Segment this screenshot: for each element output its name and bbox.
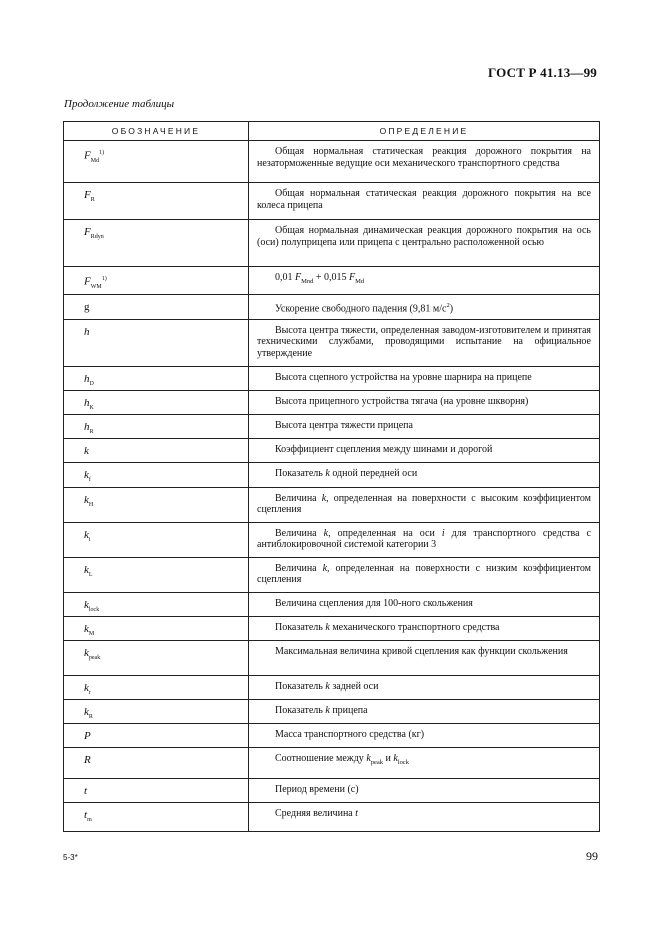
- text: Ускорение свободного падения (9,81 м/с: [275, 303, 447, 315]
- table-continuation-caption: Продолжение таблицы: [64, 98, 175, 110]
- symbol-footnote-mark: 1): [99, 150, 105, 156]
- symbol-letter: F: [84, 275, 91, 288]
- symbol-letter: k: [84, 622, 89, 635]
- symbol-cell: [64, 675, 249, 699]
- symbol-cell: [64, 319, 249, 366]
- text: ): [449, 303, 454, 315]
- symbol-letter: h: [84, 372, 90, 385]
- definition-cell: Общая нормальная динамическая реакция дорожного покрытия на ось (оси) полуприцепа или прицепа с центрально расположенной осью: [249, 220, 600, 267]
- text: Средняя величина: [275, 808, 356, 820]
- footer-signature: 5-3*: [63, 853, 78, 862]
- symbol-subscript: WM: [90, 283, 102, 290]
- definition-cell: Максимальная величина кривой сцепления как функции скольжения: [249, 640, 600, 675]
- column-header-definition: ОПРЕДЕЛЕНИЕ: [249, 122, 600, 141]
- text: Показатель: [275, 621, 326, 633]
- symbol-subscript: K: [89, 405, 94, 412]
- definition-cell: Период времени (с): [249, 779, 600, 803]
- table-row: [64, 267, 600, 295]
- math-variable: F: [349, 272, 356, 283]
- math-variable: k: [393, 753, 398, 765]
- symbol-cell: [64, 439, 249, 463]
- symbol-subscript: Md: [90, 157, 100, 164]
- table-row: [64, 675, 600, 699]
- symbol-letter: k: [84, 445, 89, 458]
- definition-cell: Общая нормальная статическая реакция дорожного покрытия на незаторможенные ведущие оси механического транспортного средства: [249, 141, 600, 183]
- symbol-cell: [64, 366, 249, 390]
- table-body: [64, 141, 600, 832]
- symbol-subscript: D: [89, 381, 94, 388]
- text: задней оси: [329, 680, 379, 692]
- math-variable: k: [325, 468, 330, 480]
- symbol-letter: P: [84, 730, 91, 743]
- text: Показатель: [275, 468, 326, 480]
- definition-cell: [249, 295, 600, 320]
- symbol-letter: h: [84, 325, 90, 338]
- symbol-footnote-mark: 1): [101, 276, 107, 282]
- math-variable: k: [325, 705, 330, 717]
- text: прицепа: [329, 705, 368, 717]
- definition-cell: Величина сцепления для 100-ного скольжения: [249, 592, 600, 616]
- symbol-cell: [64, 640, 249, 675]
- table-row: [64, 640, 600, 675]
- definition-cell: [249, 267, 600, 295]
- symbol-cell: [64, 267, 249, 295]
- math-variable: k: [323, 527, 329, 539]
- text: Показатель: [275, 680, 326, 692]
- symbol-letter: F: [84, 189, 91, 201]
- symbol-cell: [64, 183, 249, 220]
- symbol-letter: t: [84, 785, 88, 798]
- symbol-letter: k: [84, 563, 89, 576]
- definition-cell: Масса транспортного средства (кг): [249, 724, 600, 748]
- definition-cell: [249, 487, 600, 522]
- symbol-subscript: R: [88, 714, 93, 721]
- table-row: [64, 616, 600, 640]
- symbol-letter: k: [84, 598, 89, 611]
- definition-cell: [249, 616, 600, 640]
- text: Соотношение между: [275, 753, 367, 765]
- table-row: [64, 439, 600, 463]
- symbol-cell: [64, 220, 249, 267]
- text: + 0,015: [313, 272, 350, 283]
- math-variable: i: [441, 527, 445, 539]
- table-row: [64, 724, 600, 748]
- variable-subscript: Mnd: [301, 278, 314, 285]
- table-row: [64, 522, 600, 557]
- definitions-table: [63, 121, 600, 832]
- table-row: [64, 779, 600, 803]
- text: , определенная на поверхности с низким коэффициентом сцепления: [257, 562, 591, 586]
- table-row: [64, 295, 600, 320]
- table-row: [64, 366, 600, 390]
- symbol-letter: k: [84, 706, 89, 719]
- math-variable: k: [325, 680, 330, 692]
- text: одной передней оси: [329, 468, 418, 480]
- column-header-symbol: ОБОЗНАЧЕНИЕ: [64, 122, 249, 141]
- symbol-cell: [64, 803, 249, 832]
- symbol-subscript: M: [88, 630, 95, 637]
- symbol-subscript: R: [89, 429, 94, 436]
- symbol-subscript: r: [88, 690, 91, 697]
- symbol-letter: R: [84, 754, 91, 767]
- definition-cell: Высота центра тяжести, определенная заводом-изготовителем и принятая техническими службами, проводящими испытание на официальное утверждение: [249, 319, 600, 366]
- symbol-letter: k: [84, 469, 89, 482]
- symbol-letter: h: [84, 397, 90, 410]
- definition-cell: Высота центра тяжести прицепа: [249, 415, 600, 439]
- symbol-cell: [64, 463, 249, 487]
- symbol-cell: [64, 748, 249, 779]
- text: Показатель: [275, 705, 326, 717]
- symbol-cell: [64, 592, 249, 616]
- symbol-subscript: i: [88, 536, 91, 543]
- variable-subscript: peak: [370, 759, 384, 767]
- variable-subscript: lock: [397, 759, 410, 767]
- symbol-subscript: m: [87, 817, 92, 824]
- symbol-cell: [64, 415, 249, 439]
- definition-cell: Коэффициент сцепления между шинами и дорогой: [249, 439, 600, 463]
- text: и: [383, 753, 394, 765]
- symbol-subscript: lock: [88, 606, 100, 613]
- page-number: 99: [586, 849, 598, 863]
- table-row: [64, 220, 600, 267]
- table-row: [64, 391, 600, 415]
- definition-cell: [249, 675, 600, 699]
- table-row: [64, 592, 600, 616]
- symbol-subscript: H: [88, 501, 94, 508]
- symbol-letter: F: [84, 149, 91, 162]
- definition-cell: [249, 700, 600, 724]
- symbol-subscript: f: [88, 477, 91, 484]
- text: Величина: [275, 492, 322, 504]
- symbol-cell: [64, 700, 249, 724]
- symbol-cell: [64, 487, 249, 522]
- symbol-cell: [64, 295, 249, 320]
- text: Величина: [275, 527, 324, 539]
- math-variable: t: [355, 808, 359, 820]
- table-row: [64, 183, 600, 220]
- symbol-subscript: peak: [88, 655, 101, 662]
- definition-cell: [249, 463, 600, 487]
- symbol-letter: k: [84, 646, 89, 659]
- text: 0,01: [275, 272, 295, 283]
- math-variable: k: [325, 621, 330, 633]
- table-row: [64, 557, 600, 592]
- math-variable: k: [321, 492, 327, 504]
- table-row: [64, 748, 600, 779]
- symbol-letter: k: [84, 528, 89, 541]
- superscript: 2: [446, 302, 450, 309]
- symbol-letter: k: [84, 493, 89, 506]
- table-row: [64, 803, 600, 832]
- symbol-letter: h: [84, 421, 90, 434]
- text: , определенная на оси: [328, 527, 442, 539]
- definition-cell: [249, 557, 600, 592]
- table-header-row: [64, 122, 600, 141]
- definition-cell: [249, 748, 600, 779]
- definition-cell: Высота прицепного устройства тягача (на уровне шкворня): [249, 391, 600, 415]
- symbol-cell: [64, 141, 249, 183]
- text: для транспортного средства с антиблокировочной системой категории 3: [257, 527, 591, 551]
- symbol-subscript: L: [88, 571, 93, 578]
- table-row: [64, 463, 600, 487]
- table-row: [64, 141, 600, 183]
- table-row: [64, 415, 600, 439]
- text: , определенная на поверхности с высоким коэффициентом сцепления: [257, 492, 592, 516]
- symbol-subscript: R: [90, 197, 95, 204]
- symbol-letter: k: [84, 681, 89, 694]
- math-variable: k: [366, 753, 371, 765]
- symbol-cell: [64, 616, 249, 640]
- math-variable: k: [322, 562, 328, 574]
- symbol-letter: g: [84, 301, 90, 313]
- table-row: [64, 700, 600, 724]
- text: Величина: [275, 562, 323, 574]
- symbol-letter: t: [84, 809, 88, 822]
- symbol-subscript: Rdyn: [90, 234, 104, 241]
- document-code: ГОСТ Р 41.13—99: [488, 65, 597, 80]
- math-variable: F: [295, 272, 302, 283]
- symbol-cell: [64, 779, 249, 803]
- symbol-cell: [64, 391, 249, 415]
- symbol-cell: [64, 557, 249, 592]
- symbol-cell: [64, 724, 249, 748]
- table-row: [64, 487, 600, 522]
- symbol-letter: F: [84, 226, 91, 238]
- symbol-cell: [64, 522, 249, 557]
- definition-cell: Общая нормальная статическая реакция дорожного покрытия на все колеса прицепа: [249, 183, 600, 220]
- definition-cell: Высота сцепного устройства на уровне шарнира на прицепе: [249, 366, 600, 390]
- definition-cell: [249, 803, 600, 832]
- text: механического транспортного средства: [329, 621, 500, 633]
- definition-cell: [249, 522, 600, 557]
- variable-subscript: Md: [355, 278, 365, 285]
- table-row: [64, 319, 600, 366]
